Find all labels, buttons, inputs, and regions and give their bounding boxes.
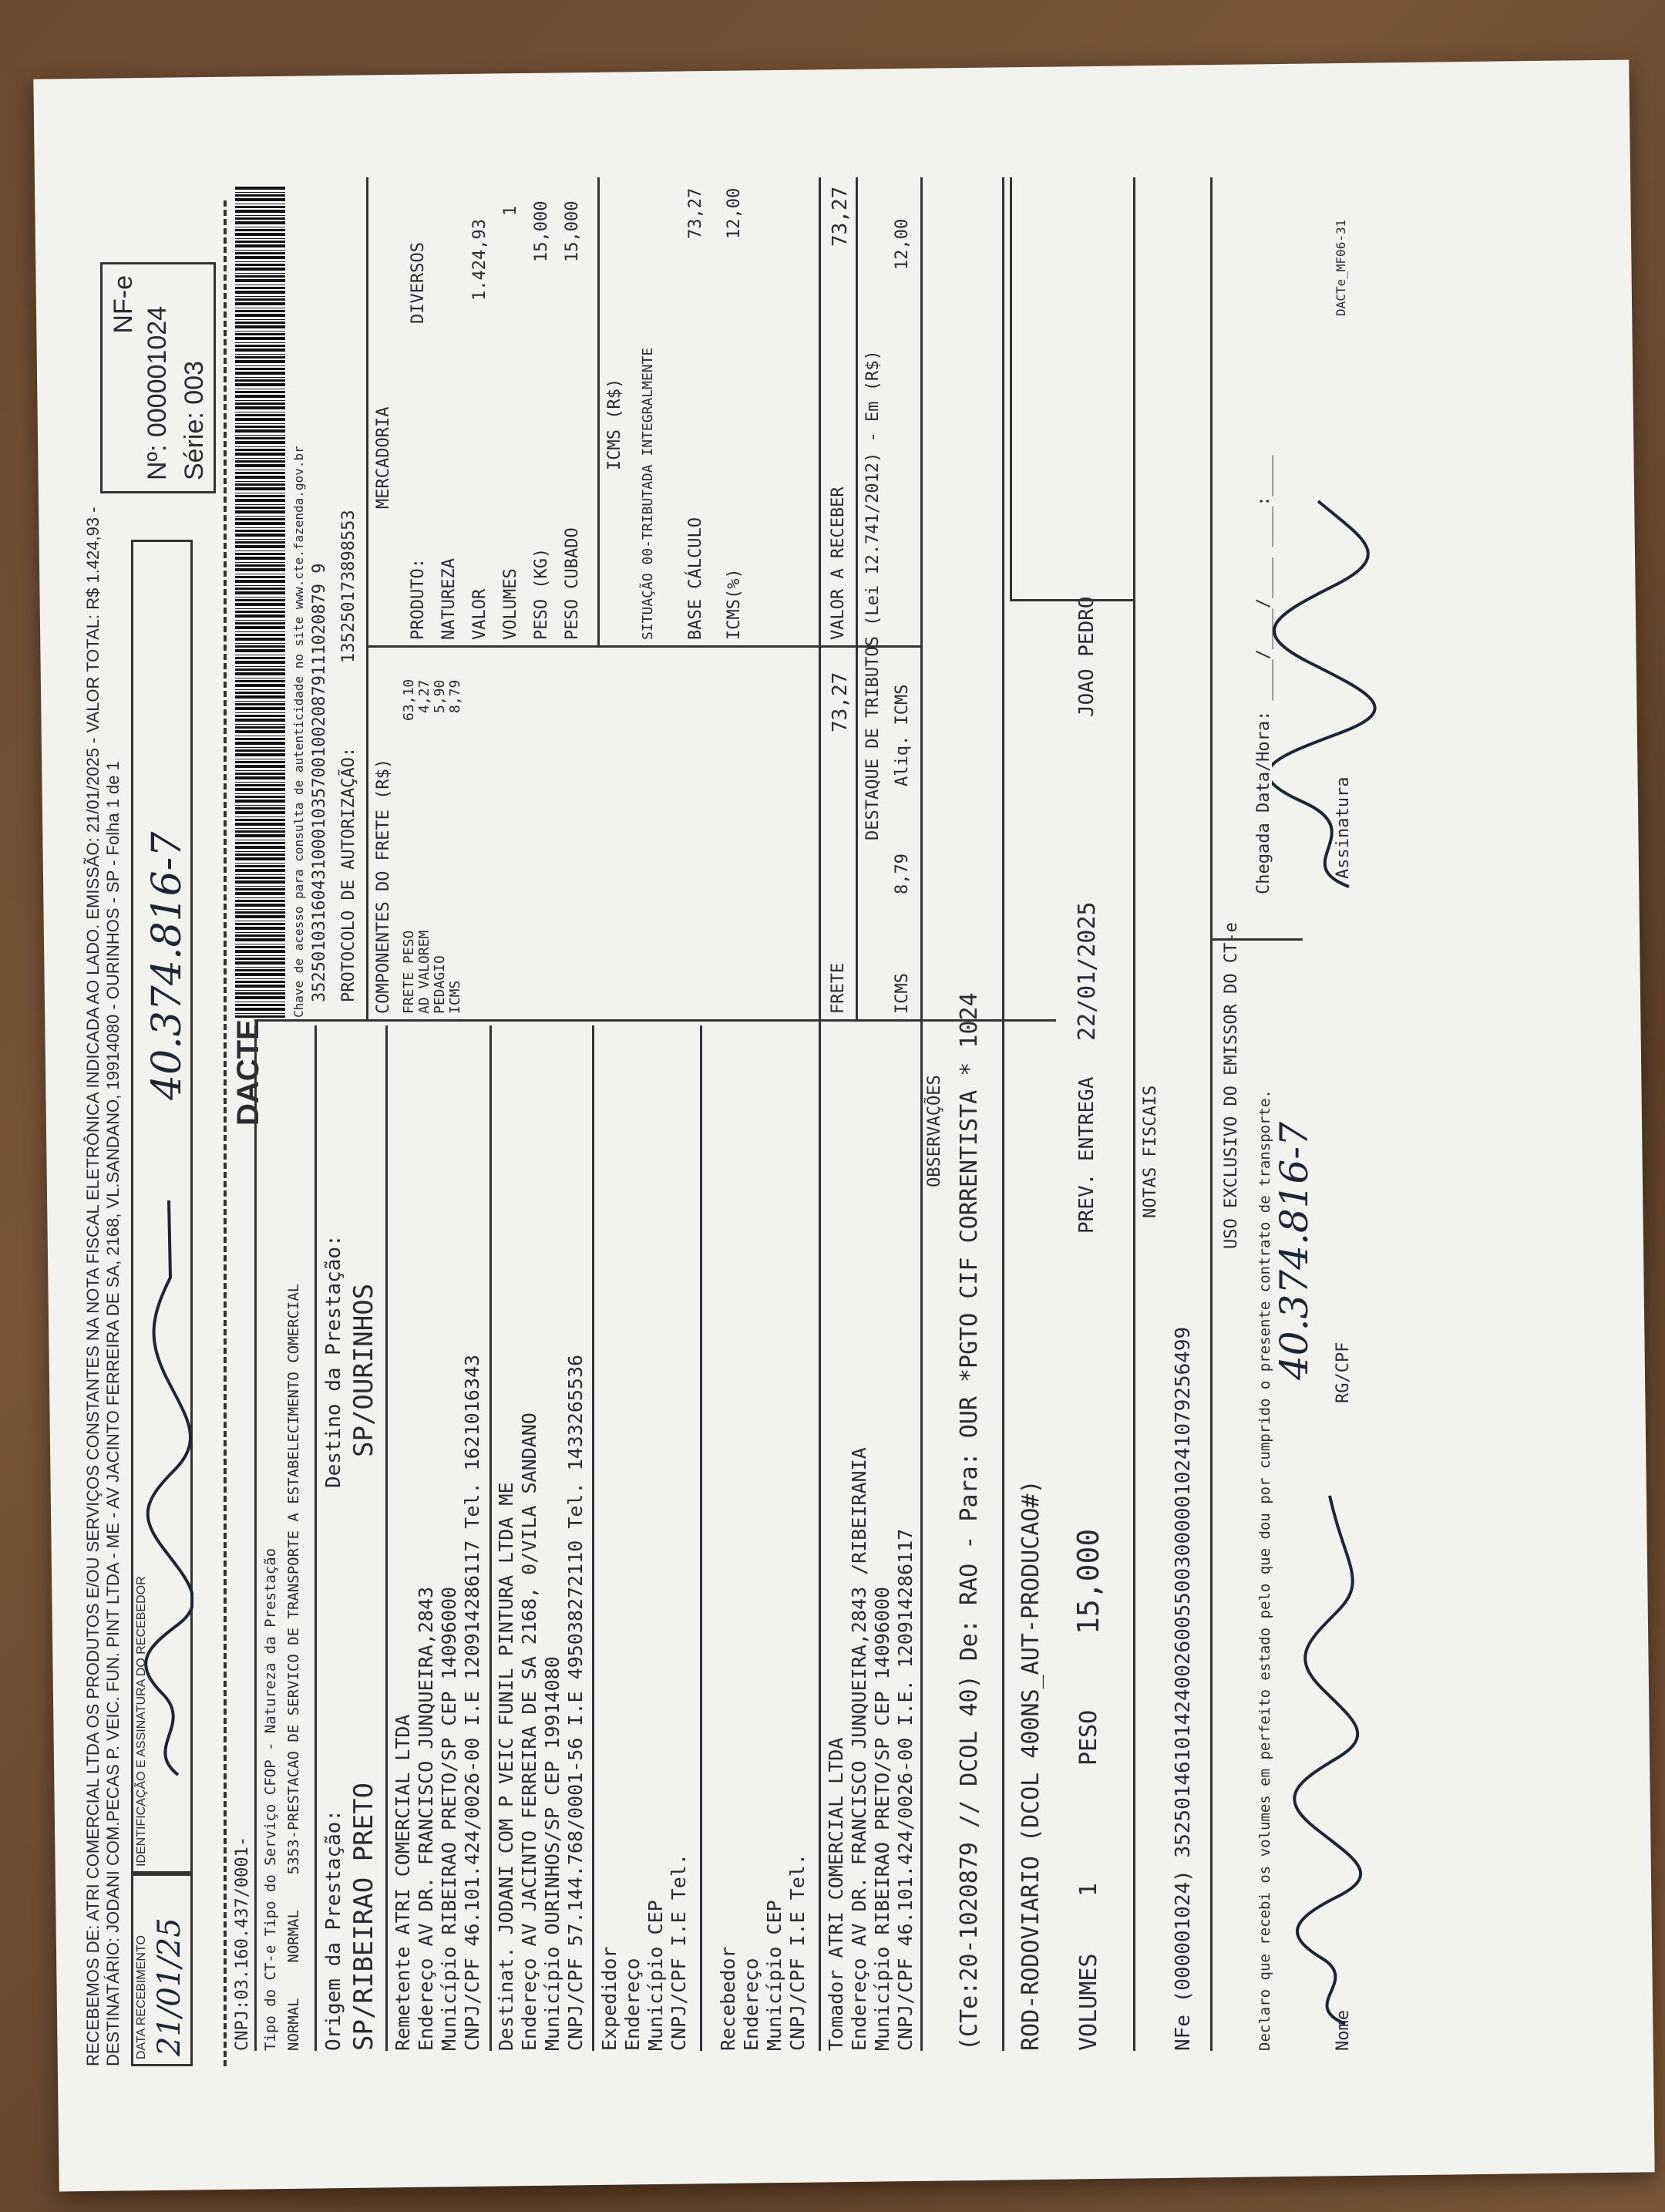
peso-cubado-value: 15,000 [563, 200, 582, 262]
tomador-line: Município RIBEIRAO PRETO/SP CEP 14096000 [871, 1586, 893, 2051]
volumes-label: VOLUMES [501, 568, 520, 640]
volumes-value: 1 [1075, 1882, 1102, 1897]
rule [366, 177, 368, 1022]
valor-label: VALOR [470, 588, 489, 640]
volumes-value: 1 [501, 205, 520, 216]
peso-kg-label: PESO (KG) [532, 547, 551, 640]
natureza-label: NATUREZA [439, 558, 459, 640]
peso-value: 15,000 [1071, 1528, 1105, 1635]
rule [1210, 938, 1303, 941]
rule [1133, 177, 1135, 2051]
expedidor-block [598, 1025, 698, 2051]
destino-label: Destino da Prestação: [322, 1234, 345, 1488]
nfe-box [100, 262, 216, 493]
recebedor-block [717, 1025, 817, 2051]
tributos-icms-value: 8,79 [893, 853, 912, 894]
cfop-label: CFOP - Natureza da Prestação [262, 1547, 279, 1796]
origem-label: Origem da Prestação: [322, 1809, 345, 2051]
componente-name: AD VALOREM [416, 930, 432, 1014]
nfe-serie: Série: 003 [180, 361, 209, 480]
componente-value: 63,10 [401, 678, 417, 721]
recebedor-line: Município CEP [763, 1900, 785, 2051]
remetente-line: CNPJ/CPF 46.101.424/0026-00 I.E 120914286117 Tel. 1621016343 [461, 1354, 483, 2051]
peso-cubado-label: PESO CUBADO [563, 527, 582, 640]
remetente-block [392, 1025, 492, 2051]
dacte-document [69, 100, 1580, 2097]
componente-value: 4,27 [416, 679, 432, 713]
tomador-line: CNPJ/CPF 46.101.424/0026-00 I.E. 120914286117 [894, 1528, 917, 2051]
destinatario-line: Destinat. JODANI COM P VEIC FUNIL PINTURA LTDA ME [495, 1482, 517, 2051]
rule [819, 177, 821, 2051]
tipo-servico-value: NORMAL [285, 1909, 302, 1963]
tipo-cte-value: NORMAL [285, 1998, 302, 2051]
origem-value: SP/RIBEIRAO PRETO [348, 1783, 379, 2051]
recebedor-line: CNPJ/CPF I.E Tel. [786, 1853, 809, 2051]
rule [489, 1025, 492, 2051]
destino-value: SP/OURINHOS [348, 1283, 379, 1457]
cfop-value: 5353-PRESTACAO DE SERVICO DE TRANSPORTE A ESTABELECIMENTO COMERCIAL [285, 1283, 302, 1875]
componente-value: 8,79 [447, 679, 463, 713]
tipo-cte-label: Tipo do CT-e [262, 1944, 279, 2051]
rule [1210, 177, 1213, 2051]
protocolo-value: 135250173898553 [339, 510, 358, 663]
rg-cpf-label: RG/CPF [1334, 1342, 1353, 1403]
notas-label: NOTAS FISCAIS [1141, 1085, 1160, 1218]
rule [1010, 177, 1012, 601]
rule [254, 1019, 1056, 1022]
emissor-title: USO EXCLUSIVO DO EMISSOR DO CT-e [1222, 922, 1241, 1249]
componente-value: 5,90 [432, 679, 448, 713]
nfe-title: NF-e [109, 275, 138, 334]
rule [254, 1025, 257, 2051]
rule [920, 177, 923, 2051]
rule [385, 1025, 388, 2051]
canhoto-cut-line [224, 200, 227, 2066]
rule [1010, 599, 1133, 601]
icms-title: ICMS (R$) [605, 378, 624, 470]
prev-entrega-label: PREV. ENTREGA [1075, 1076, 1098, 1234]
produto-label: PRODUTO: [409, 558, 428, 640]
chegada-data-hora: Chegada Data/Hora: ____/____/____ ____:____ [1254, 455, 1273, 894]
data-recebimento-value: 21/01/25 [152, 1917, 187, 2056]
nfe-numero: Nº: 000001024 [143, 305, 172, 480]
emitente-cnpj: CNPJ:03.160.437/0001- [233, 1836, 252, 2051]
valor-receber-label: VALOR A RECEBER [829, 487, 848, 640]
rule [1002, 177, 1004, 2051]
rule [597, 177, 600, 648]
chave-acesso: 35250103160431000103570010020879111020879 9 [310, 563, 329, 1002]
assinatura-signature [1272, 493, 1380, 894]
motorista: JOAO PEDRO [1075, 596, 1098, 717]
recebedor-line: Recebedor [717, 1946, 739, 2051]
frete-label: FRETE [829, 962, 848, 1014]
chave-label: Chave de acesso para consulta de autenticidade no site www.cte.fazenda.gov.br [291, 446, 306, 1018]
canhoto-recebemos-line1: RECEBEMOS DE: ATRI COMERCIAL LTDA OS PRODUTOS E/OU SERVIÇOS CONSTANTES NA NOTA FISCAL ELETRÔNICA INDICADA AO LADO. EMISSÃO: 21/01/2025 - VALOR TOTAL: R$ 1.424,93 - [83, 507, 103, 2066]
icms-pct-value: 12,00 [725, 187, 744, 239]
peso-label: PESO [1075, 1709, 1102, 1766]
nome-signature [1283, 1488, 1368, 2028]
data-recebimento-label: DATA RECEBIMENTO [135, 1935, 148, 2059]
prev-entrega-value: 22/01/2025 [1074, 901, 1101, 1041]
componente-name: PEDAGIO [432, 955, 448, 1014]
valor-value: 1.424,93 [470, 219, 489, 301]
icms-situacao: SITUAÇÃO 00-TRIBUTADA INTEGRALMENTE [640, 347, 656, 640]
destinatario-line: Endereço AV JACINTO FERREIRA DE SA 2168, 0/VILA SANDANO [518, 1412, 540, 2051]
icms-pct-label: ICMS(%) [725, 568, 744, 640]
observacoes-label: OBSERVAÇÕES [925, 1075, 944, 1187]
footer-code: DACTe_MF06-31 [1334, 219, 1348, 316]
mercadoria-title: MERCADORIA [374, 406, 393, 509]
componente-name: FRETE PESO [401, 930, 417, 1014]
identificacao-label: IDENTIFICAÇÃO E ASSINATURA DO RECEBEDOR [135, 1576, 148, 1867]
nome-label: Nome [1334, 2010, 1353, 2051]
expedidor-line: CNPJ/CPF I.E Tel. [668, 1853, 690, 2051]
tomador-line: Tomador ATRI COMERCIAL LTDA [825, 1737, 847, 2051]
componentes-title: COMPONENTES DO FRETE (R$) [374, 758, 393, 1014]
recebedor-signature [140, 1193, 193, 1779]
tipo-servico-label: Tipo do Serviço [262, 1803, 279, 1937]
destinatario-line: CNPJ/CPF 57.144.768/0001-56 I.E 495038272110 Tel. 1433265536 [564, 1354, 587, 2051]
remetente-line: Município RIBEIRAO PRETO/SP CEP 14096000 [438, 1586, 460, 2051]
assinatura-label: Assinatura [1334, 776, 1353, 879]
identificacao-box [131, 540, 193, 1874]
protocolo-label: PROTOCOLO DE AUTORIZAÇÃO: [339, 746, 358, 1002]
handwritten-rg: 40.374.816-7 [1272, 1122, 1317, 1380]
volumes-label: VOLUMES [1075, 1953, 1102, 2051]
rule [856, 177, 858, 1022]
data-recebimento-box [131, 1874, 193, 2066]
destinatario-block [495, 1025, 595, 2051]
rule [700, 1025, 702, 2051]
produto-value: DIVERSOS [409, 242, 428, 324]
tomador-block [825, 1025, 925, 2051]
componente-name: ICMS [447, 980, 463, 1014]
remetente-line: Endereço AV DR. FRANCISCO JUNQUEIRA,2843 [415, 1586, 437, 2051]
emissor-declaro: Declaro que recebi os volumes em perfeito estado pelo que dou por cumprido o presente contrato de transporte. [1256, 1089, 1273, 2051]
base-calculo-value: 73,27 [686, 187, 705, 239]
peso-kg-value: 15,000 [532, 200, 551, 262]
rule [314, 1025, 317, 2051]
barcode [235, 185, 285, 1018]
remetente-line: Remetente ATRI COMERCIAL LTDA [392, 1714, 414, 2051]
aliq-icms-label: Aliq. ICMS [893, 684, 912, 786]
expedidor-line: Expedidor [598, 1946, 621, 2051]
recebedor-line: Endereço [740, 1958, 762, 2051]
canhoto-recebemos-line2: DESTINATÁRIO: JODANI COM.PECAS P. VEIC. FUN. PINT LTDA - ME - AV JACINTO FERREIRA DE SA, 2168, VL.SANDANO, 19914080 - OURINHOS - SP - Folha 1 de 1 [103, 761, 123, 2066]
tributos-icms-label: ICMS [893, 973, 912, 1014]
dacte-title: DACTE [231, 1019, 265, 1126]
tributos-label: DESTAQUE DE TRIBUTOS (Lei 12.741/2012) - Em (R$) [863, 350, 883, 840]
aliq-icms-value: 12,00 [893, 218, 912, 270]
handwritten-id: 40.374.816-7 [144, 831, 190, 1100]
valor-receber-value: 73,27 [829, 186, 852, 247]
expedidor-line: Município CEP [644, 1900, 667, 2051]
notas-nfe: NFe (000001024) 35250146101424002600550030000010241079256499 [1172, 1326, 1195, 2051]
modal-text: ROD-RODOVIARIO (DCOL 400NS_AUT-PRODUCAO#) [1018, 1480, 1044, 2051]
observacoes-text: (CTe:20-1020879 // DCOL 40) De: RAO - Para: OUR *PGTO CIF CORRENTISTA * 1024 [956, 992, 983, 2051]
rule [592, 1025, 594, 2051]
destinatario-line: Município OURINHOS/SP CEP 19914080 [541, 1656, 563, 2051]
frete-value: 73,27 [829, 672, 852, 732]
expedidor-line: Endereço [621, 1958, 644, 2051]
tomador-line: Endereço AV DR. FRANCISCO JUNQUEIRA,2843 /RIBEIRANIA [848, 1447, 870, 2051]
base-calculo-label: BASE CÁLCULO [686, 517, 705, 640]
